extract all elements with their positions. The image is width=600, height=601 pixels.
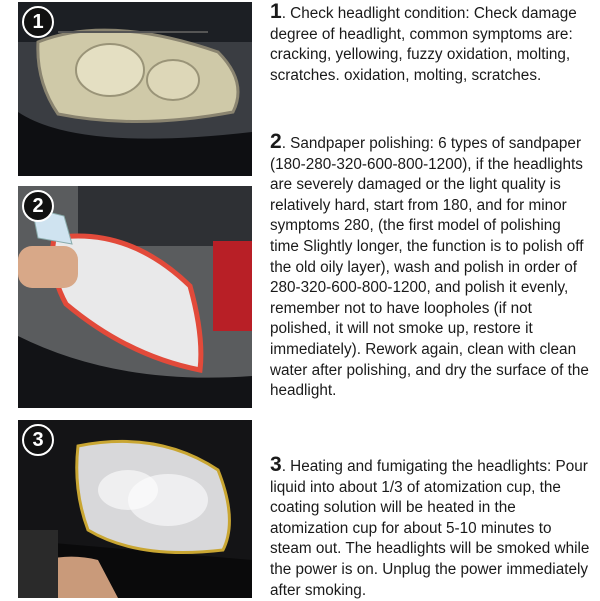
sanding-headlight-illustration [18,186,252,408]
step-2-text [270,132,592,402]
step-2-number: 2 [270,130,282,153]
photo-step-2 [18,186,252,408]
step-3-body: . Heating and fumigating the headlights: Pour liquid into about 1/3 of atomization cup, the coating solution will be heated in the atomization cup for about 5-10 minutes to steam out. The headlights will be smoked while the power is on. Unplug the power immediately after smoking. [270,458,590,599]
step-1-number: 1 [270,0,282,23]
yellowed-headlight-illustration [18,2,252,176]
photo-step-3 [18,420,252,598]
step-1-body: . Check headlight condition: Check damage degree of headlight, common symptoms are: cracking, yellowing, fuzzy oxidation, molting, scratches. oxidation, molting, scratches. [270,5,577,84]
step-3-number: 3 [270,453,282,476]
step-2-body: . Sandpaper polishing: 6 types of sandpaper (180-280-320-600-800-1200), if the headlights are severely damaged or the light quality is relatively hard, start from 180, and for minor symptoms 280, (the first model of polishing time Slightly longer, the function is to polish off the old oily layer), wash and polish in order of 280-320-600-800-1200, and polish it evenly, remember not to have loopholes (if not polished, it will not smoke up, restore it immediately). Rework again, clean with clean water after polishing, and dry the surface of the headlight. [270,135,589,400]
step-badge-1: 1 [22,6,54,38]
step-3-text [270,455,592,601]
fumigating-headlight-illustration [18,420,252,598]
step-badge-3: 3 [22,424,54,456]
photo-step-1 [18,2,252,176]
step-1-text [270,2,592,86]
step-badge-2: 2 [22,190,54,222]
